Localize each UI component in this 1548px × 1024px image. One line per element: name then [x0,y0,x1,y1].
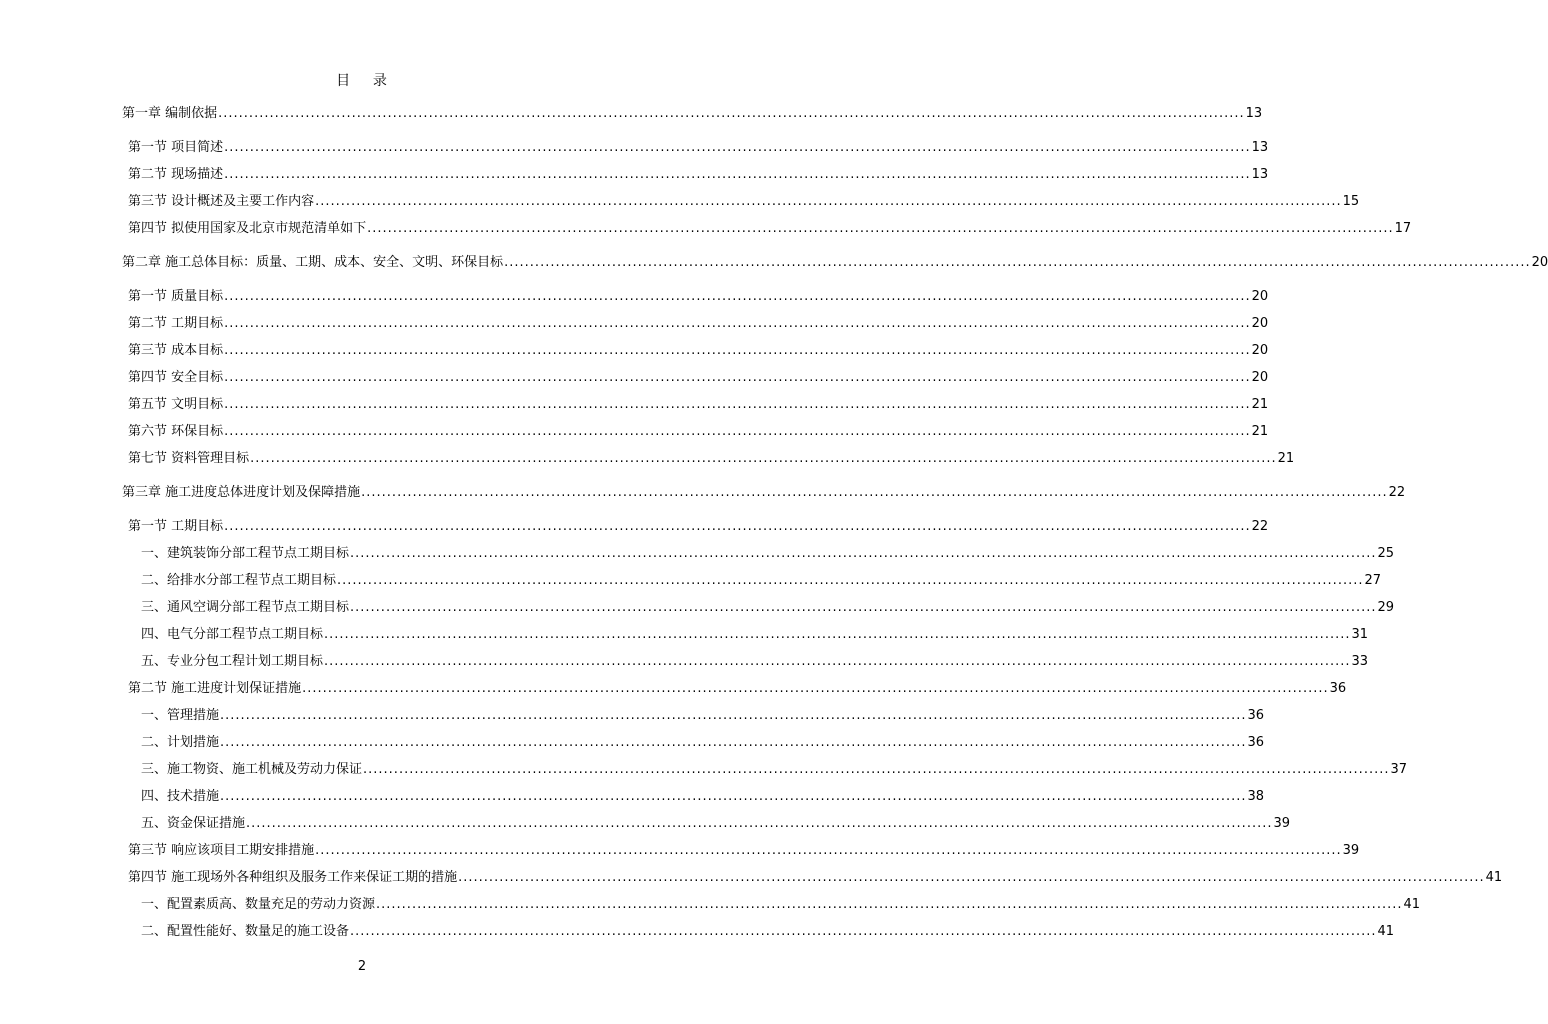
toc-leader-dots: ........................................................................................................................................................................................................ [250,451,1277,466]
toc-leader-dots: ........................................................................................................................................................................................................ [224,140,1251,155]
toc-entry-page: 22 [1251,519,1269,534]
toc-entry-label: 五、资金保证措施 [141,816,246,831]
toc-entry [128,839,1360,859]
toc-title: 目 录 [336,73,388,89]
toc-leader-dots: ........................................................................................................................................................................................................ [315,194,1342,209]
toc-entry-label: 第六节 环保目标 [128,424,224,439]
toc-entry-page: 33 [1351,654,1369,669]
toc-leader-dots: ........................................................................................................................................................................................................ [224,289,1251,304]
toc-entry-page: 36 [1247,735,1265,750]
toc-leader-dots: ........................................................................................................................................................................................................ [224,370,1251,385]
toc-entry-page: 20 [1251,370,1269,385]
toc-entry [141,704,1265,724]
toc-leader-dots: ........................................................................................................................................................................................................ [324,627,1351,642]
toc-leader-dots: ........................................................................................................................................................................................................ [224,519,1251,534]
toc-entry [141,569,1382,589]
toc-entry-page: 29 [1377,600,1395,615]
toc-entry [128,163,1269,183]
toc-entry [141,812,1291,832]
toc-entry-page: 21 [1251,424,1269,439]
toc-entry-label: 一、配置素质高、数量充足的劳动力资源 [141,897,376,912]
toc-entry-page: 36 [1247,708,1265,723]
toc-leader-dots: ........................................................................................................................................................................................................ [350,924,1377,939]
toc-leader-dots: ........................................................................................................................................................................................................ [224,167,1251,182]
toc-entry-page: 20 [1251,343,1269,358]
toc-entry-page: 36 [1329,681,1347,696]
toc-entry-label: 第三节 设计概述及主要工作内容 [128,194,315,209]
toc-leader-dots: ........................................................................................................................................................................................................ [220,735,1247,750]
toc-entry-label: 三、通风空调分部工程节点工期目标 [141,600,350,615]
toc-entry-page: 41 [1377,924,1395,939]
toc-leader-dots: ........................................................................................................................................................................................................ [224,343,1251,358]
toc-leader-dots: ........................................................................................................................................................................................................ [350,546,1377,561]
toc-entry-page: 31 [1351,627,1369,642]
toc-entry-label: 二、配置性能好、数量足的施工设备 [141,924,350,939]
toc-entry-page: 17 [1394,221,1412,236]
toc-entry [128,866,1503,886]
toc-entry-label: 四、技术措施 [141,789,220,804]
toc-leader-dots: ........................................................................................................................................................................................................ [504,255,1531,270]
toc-leader-dots: ........................................................................................................................................................................................................ [224,316,1251,331]
toc-entry [128,285,1269,305]
toc-leader-dots: ........................................................................................................................................................................................................ [246,816,1273,831]
toc-entry-page: 41 [1485,870,1503,885]
toc-entry-page: 15 [1342,194,1360,209]
page-number: 2 [357,959,367,974]
toc-entry [122,251,1548,271]
toc-leader-dots: ........................................................................................................................................................................................................ [224,424,1251,439]
toc-entry [128,312,1269,332]
toc-entry [141,623,1369,643]
toc-entry-label: 第三节 响应该项目工期安排措施 [128,843,315,858]
toc-entry-page: 21 [1251,397,1269,412]
toc-entry [128,190,1360,210]
toc-entry-label: 第一节 项目简述 [128,140,224,155]
toc-entry-label: 第五节 文明目标 [128,397,224,412]
toc-entry-page: 20 [1251,316,1269,331]
toc-entry-label: 第二节 现场描述 [128,167,224,182]
toc-entry-label: 第二节 施工进度计划保证措施 [128,681,302,696]
toc-leader-dots: ........................................................................................................................................................................................................ [363,762,1390,777]
toc-leader-dots: ........................................................................................................................................................................................................ [458,870,1485,885]
toc-leader-dots: ........................................................................................................................................................................................................ [376,897,1403,912]
toc-leader-dots: ........................................................................................................................................................................................................ [367,221,1394,236]
toc-entry-page: 25 [1377,546,1395,561]
toc-entry [128,339,1269,359]
toc-leader-dots: ........................................................................................................................................................................................................ [315,843,1342,858]
toc-entry-label: 一、管理措施 [141,708,220,723]
toc-entry-page: 41 [1403,897,1421,912]
toc-entry [122,481,1406,501]
toc-entry [128,677,1347,697]
toc-entry-label: 第一节 质量目标 [128,289,224,304]
toc-entry-page: 20 [1251,289,1269,304]
toc-entry-label: 二、计划措施 [141,735,220,750]
toc-leader-dots: ........................................................................................................................................................................................................ [361,485,1388,500]
toc-entry [128,136,1269,156]
toc-entry [128,366,1269,386]
toc-entry [141,731,1265,751]
toc-entry-label: 第三章 施工进度总体进度计划及保障措施 [122,485,361,500]
toc-entry-label: 一、建筑装饰分部工程节点工期目标 [141,546,350,561]
toc-leader-dots: ........................................................................................................................................................................................................ [302,681,1329,696]
toc-entry-label: 第四节 施工现场外各种组织及服务工作来保证工期的措施 [128,870,458,885]
toc-entry-label: 第二节 工期目标 [128,316,224,331]
toc-entry [141,920,1395,940]
toc-entry [141,785,1265,805]
toc-entry-label: 第三节 成本目标 [128,343,224,358]
toc-entry [122,102,1263,122]
toc-leader-dots: ........................................................................................................................................................................................................ [218,106,1245,121]
toc-entry-label: 二、给排水分部工程节点工期目标 [141,573,337,588]
toc-entry [141,650,1369,670]
toc-entry [141,758,1408,778]
toc-entry-page: 39 [1342,843,1360,858]
toc-leader-dots: ........................................................................................................................................................................................................ [224,397,1251,412]
toc-entry-label: 第二章 施工总体目标：质量、工期、成本、安全、文明、环保目标 [122,255,504,270]
toc-entry [128,515,1269,535]
toc-entry [141,542,1395,562]
toc-leader-dots: ........................................................................................................................................................................................................ [337,573,1364,588]
toc-entry-label: 第七节 资料管理目标 [128,451,250,466]
toc-entry-label: 第一章 编制依据 [122,106,218,121]
toc-entry-label: 第四节 安全目标 [128,370,224,385]
toc-entry-page: 37 [1390,762,1408,777]
toc-entry-label: 四、电气分部工程节点工期目标 [141,627,324,642]
toc-leader-dots: ........................................................................................................................................................................................................ [220,708,1247,723]
toc-entry-page: 39 [1273,816,1291,831]
toc-entry [128,420,1269,440]
toc-entry [141,893,1421,913]
toc-entry-label: 第四节 拟使用国家及北京市规范清单如下 [128,221,367,236]
toc-leader-dots: ........................................................................................................................................................................................................ [324,654,1351,669]
toc-entry-page: 21 [1277,451,1295,466]
toc-entry-page: 22 [1388,485,1406,500]
toc-entry [128,393,1269,413]
toc-entry-page: 13 [1251,167,1269,182]
toc-entry-page: 13 [1245,106,1263,121]
toc-entry [128,217,1412,237]
toc-entry [128,447,1295,467]
toc-entry-label: 三、施工物资、施工机械及劳动力保证 [141,762,363,777]
toc-entry-page: 27 [1364,573,1382,588]
toc-entry [141,596,1395,616]
toc-entry-page: 20 [1531,255,1548,270]
toc-entry-label: 五、专业分包工程计划工期目标 [141,654,324,669]
toc-leader-dots: ........................................................................................................................................................................................................ [350,600,1377,615]
toc-leader-dots: ........................................................................................................................................................................................................ [220,789,1247,804]
toc-entry-page: 13 [1251,140,1269,155]
toc-entry-page: 38 [1247,789,1265,804]
toc-entry-label: 第一节 工期目标 [128,519,224,534]
